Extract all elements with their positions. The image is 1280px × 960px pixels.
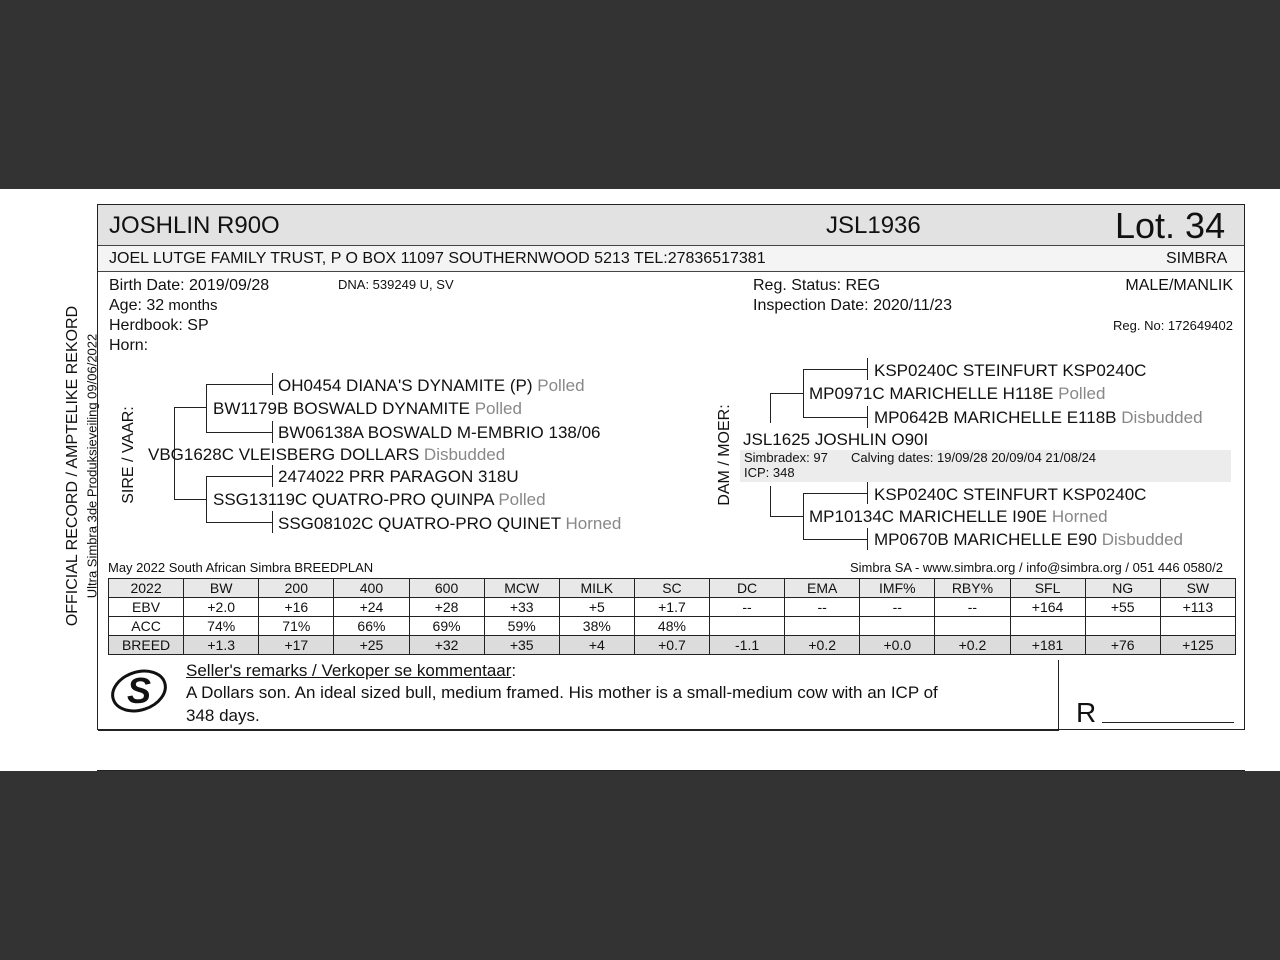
ebv-header-cell: DC (710, 579, 785, 598)
ebv-cell: -- (935, 598, 1010, 617)
ebv-cell: +55 (1085, 598, 1160, 617)
owner-address: JOEL LUTGE FAMILY TRUST, P O BOX 11097 SOUTHERNWOOD 5213 TEL:27836517381 (109, 250, 766, 267)
bottom-rule (97, 770, 1245, 771)
ebv-cell: +33 (484, 598, 559, 617)
ebv-cell: +17 (259, 636, 334, 655)
ebv-header-cell: 200 (259, 579, 334, 598)
icp: ICP: 348 (744, 465, 795, 480)
ebv-header-cell: 400 (334, 579, 409, 598)
ebv-cell: 74% (184, 617, 259, 636)
dam-sire-sire: KSP0240C STEINFURT KSP0240C (874, 361, 1147, 380)
sire-name: VBG1628C VLEISBERG DOLLARS (148, 445, 420, 464)
ebv-cell (860, 617, 935, 636)
breedplan-caption: May 2022 South African Simbra BREEDPLAN (108, 560, 374, 575)
ebv-cell (785, 617, 860, 636)
horn: Horn: (109, 337, 149, 354)
ebv-cell (710, 617, 785, 636)
ebv-header-cell: BW (184, 579, 259, 598)
remarks-text-line1: A Dollars son. An ideal sized bull, medium framed. His mother is a small-medium cow with an ICP of (186, 683, 938, 702)
dam-main: JSL1625 JOSHLIN O90I (743, 430, 929, 449)
ebv-cell: +125 (1160, 636, 1235, 655)
ebv-header-cell: NG (1085, 579, 1160, 598)
ebv-cell: 59% (484, 617, 559, 636)
ebv-cell: +32 (409, 636, 484, 655)
animal-name: JOSHLIN R90O (109, 212, 280, 239)
sd-name: SSG13119C QUATRO-PRO QUINPA (213, 490, 494, 509)
ebv-cell (1010, 617, 1085, 636)
ebv-row-label: ACC (109, 617, 184, 636)
logo-letter: S (127, 670, 152, 711)
price-input-line[interactable] (1102, 722, 1234, 723)
ebv-cell: +76 (1085, 636, 1160, 655)
age-unit: months (164, 297, 218, 314)
sire-main (148, 445, 505, 465)
contact-caption: Simbra SA - www.simbra.org / info@simbra.org / 051 446 0580/2 (849, 560, 1223, 575)
breed-label: SIMBRA (1166, 250, 1228, 267)
ebv-cell (935, 617, 1010, 636)
ebv-row (109, 636, 1236, 655)
sire-sire-sire (278, 376, 585, 396)
remarks-title: Seller's remarks / Verkoper se kommentaar (186, 661, 512, 680)
inspection-date: Inspection Date: 2020/11/23 (753, 297, 952, 314)
ebv-row-label: EBV (109, 598, 184, 617)
dam-dam (809, 507, 1108, 527)
animal-id: JSL1936 (826, 212, 921, 239)
ebv-cell: -- (785, 598, 860, 617)
sire-dam-dam (278, 514, 621, 534)
ebv-cell: 69% (409, 617, 484, 636)
ebv-cell: -- (710, 598, 785, 617)
ebv-cell: +0.7 (634, 636, 709, 655)
ebv-header-cell: MCW (484, 579, 559, 598)
ebv-header-cell: SC (634, 579, 709, 598)
dd-name: MP10134C MARICHELLE I90E (809, 507, 1048, 526)
age-value: 32 (146, 297, 165, 314)
herdbook: Herdbook: SP (109, 317, 209, 334)
reg-number: Reg. No: 172649402 (1113, 318, 1233, 333)
ebv-cell: +35 (484, 636, 559, 655)
ebv-cell: +0.2 (785, 636, 860, 655)
sire-sire (213, 399, 522, 419)
sex: MALE/MANLIK (1125, 277, 1233, 294)
ebv-cell: +5 (559, 598, 634, 617)
ebv-header-cell: IMF% (860, 579, 935, 598)
remarks-text-line2: 348 days. (186, 706, 260, 725)
sss-status: Polled (537, 376, 585, 395)
dam-label: DAM / MOER: (716, 404, 733, 506)
sdd-status: Horned (565, 514, 622, 533)
ebv-header-cell: EMA (785, 579, 860, 598)
ebv-cell: +2.0 (184, 598, 259, 617)
ebv-cell: +1.3 (184, 636, 259, 655)
ebv-cell: -1.1 (710, 636, 785, 655)
dsd-status: Disbudded (1121, 408, 1203, 427)
ebv-cell: +28 (409, 598, 484, 617)
ebv-cell: 38% (559, 617, 634, 636)
dam-sire (809, 384, 1105, 404)
ebv-cell: +0.2 (935, 636, 1010, 655)
age-label: Age: (109, 297, 147, 314)
official-record-label: OFFICIAL RECORD / AMPTELIKE REKORD (64, 305, 81, 627)
ebv-cell: 71% (259, 617, 334, 636)
dam-dam-dam (874, 530, 1183, 550)
simbradex: Simbradex: 97 (744, 450, 828, 465)
ddd-status: Disbudded (1101, 530, 1184, 549)
ebv-cell: +1.7 (634, 598, 709, 617)
sire-sire-dam: BW06138A BOSWALD M-EMBRIO 138/06 (278, 423, 601, 442)
ebv-cell: +181 (1010, 636, 1085, 655)
ebv-cell: +164 (1010, 598, 1085, 617)
dsd-name: MP0642B MARICHELLE E118B (874, 408, 1117, 427)
sd-status: Polled (498, 490, 546, 509)
sire-dam-sire: 2474022 PRR PARAGON 318U (278, 467, 519, 486)
ebv-cell: -- (860, 598, 935, 617)
remarks-colon: : (511, 661, 517, 680)
sire-label: SIRE / VAAR: (120, 406, 137, 504)
sire-dam (213, 490, 546, 510)
ebv-header-cell: SFL (1010, 579, 1085, 598)
dam-sire-dam (874, 408, 1203, 428)
reg-status: Reg. Status: REG (753, 277, 881, 294)
age (109, 297, 218, 315)
ebv-table (108, 578, 1236, 655)
birth-date: Birth Date: 2019/09/28 (109, 277, 270, 294)
dd-status: Horned (1051, 507, 1108, 526)
sdd-name: SSG08102C QUATRO-PRO QUINET (278, 514, 561, 533)
ebv-cell: +16 (259, 598, 334, 617)
ebv-cell: +25 (334, 636, 409, 655)
remarks-title-row (186, 661, 516, 681)
dna-info: DNA: 539249 U, SV (338, 277, 454, 292)
ebv-cell (1160, 617, 1235, 636)
ebv-header-cell: RBY% (935, 579, 1010, 598)
ebv-header-cell: SW (1160, 579, 1235, 598)
sale-label: Ultra Simbra 3de Produksieveiling 09/06/2022 (84, 333, 100, 599)
sire-status: Disbudded (423, 445, 506, 464)
sss-name: OH0454 DIANA'S DYNAMITE (P) (278, 376, 533, 395)
dam-dam-sire: KSP0240C STEINFURT KSP0240C (874, 485, 1147, 504)
lot-number: Lot. 34 (1115, 205, 1226, 246)
ebv-cell: +24 (334, 598, 409, 617)
ddd-name: MP0670B MARICHELLE E90 (874, 530, 1097, 549)
ebv-cell: +4 (559, 636, 634, 655)
ebv-row (109, 617, 1236, 636)
ebv-header-cell: 600 (409, 579, 484, 598)
price-label: R (1076, 697, 1097, 728)
ebv-header-row (109, 579, 1236, 598)
ss-status: Polled (474, 399, 522, 418)
calving-dates: Calving dates: 19/09/28 20/09/04 21/08/24 (851, 450, 1097, 465)
ebv-row (109, 598, 1236, 617)
ebv-cell (1085, 617, 1160, 636)
ds-status: Polled (1058, 384, 1106, 403)
simbra-logo (110, 668, 168, 714)
ebv-cell: 48% (634, 617, 709, 636)
ds-name: MP0971C MARICHELLE H118E (809, 384, 1054, 403)
ebv-header-cell: MILK (559, 579, 634, 598)
ss-name: BW1179B BOSWALD DYNAMITE (213, 399, 470, 418)
ebv-row-label: BREED (109, 636, 184, 655)
ebv-cell: +0.0 (860, 636, 935, 655)
ebv-header-cell: 2022 (109, 579, 184, 598)
ebv-cell: +113 (1160, 598, 1235, 617)
ebv-cell: 66% (334, 617, 409, 636)
